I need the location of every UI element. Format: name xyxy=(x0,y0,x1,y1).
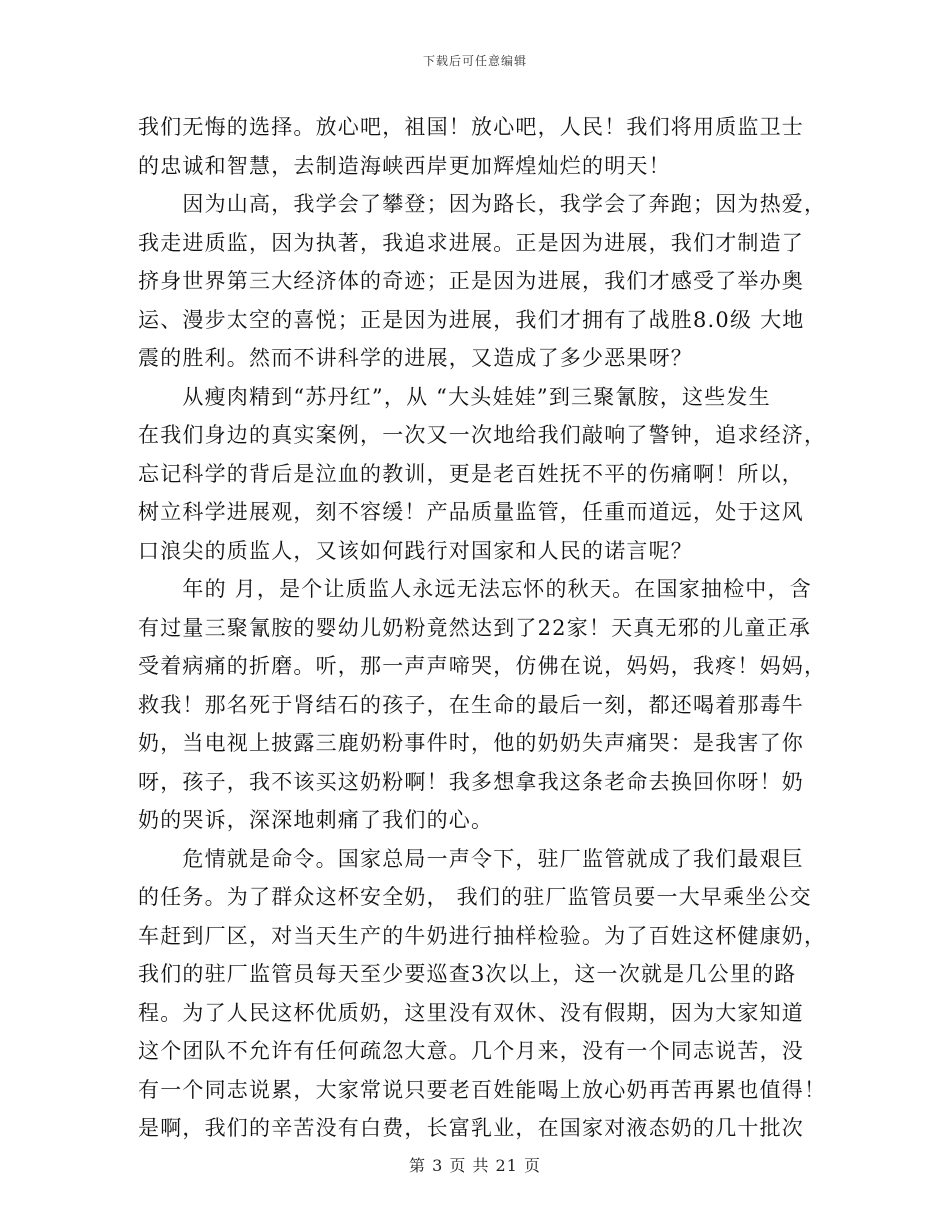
text-line: 有一个同志说累，大家常说只要老百姓能喝上放心奶再苦再累也值得！ xyxy=(138,1077,827,1102)
text-line: 车赶到厂区，对当天生产的牛奶进行抽样检验。为了百姓这杯健康奶， xyxy=(138,923,827,948)
text-line: 挤身世界第三大经济体的奇迹；正是因为进展，我们才感受了举办奥 xyxy=(138,269,804,293)
text-line: 危情就是命令。国家总局一声令下，驻厂监管就成了我们最艰巨 xyxy=(138,846,804,871)
text-line: 因为山高，我学会了攀登；因为路长，我学会了奔跑；因为热爱， xyxy=(138,192,827,216)
text-line: 我走进质监，因为执著，我追求进展。正是因为进展，我们才制造了 xyxy=(138,230,804,255)
text-line: 受着病痛的折磨。听，那一声声啼哭，仿佛在说，妈妈，我疼！妈妈， xyxy=(138,654,827,678)
text-line: 奶的哭诉，深深地刺痛了我们的心。 xyxy=(138,808,494,832)
text-line: 震的胜利。然而不讲科学的进展，又造成了多少恶果呀？ xyxy=(138,346,693,370)
text-line: 忘记科学的背后是泣血的教训，更是老百姓抚不平的伤痛啊！所以， xyxy=(138,461,804,486)
text-line: 口浪尖的质监人，又该如何践行对国家和人民的诺言呢？ xyxy=(138,538,693,563)
text-line: 呀，孩子，我不该买这奶粉啊！我多想拿我这条老命去换回你呀！奶 xyxy=(138,769,804,794)
text-line: 这个团队不允许有任何疏忽大意。几个月来，没有一个同志说苦，没 xyxy=(138,1039,804,1063)
text-line: 有过量三聚氰胺的婴幼儿奶粉竟然达到了22家！天真无邪的儿童正承 xyxy=(138,615,811,640)
text-line: 我们的驻厂监管员每天至少要巡查3次以上，这一次就是几公里的路 xyxy=(138,962,797,986)
text-line: 程。为了人民这杯优质奶，这里没有双休、没有假期，因为大家知道 xyxy=(138,1000,804,1025)
text-line: 年的 月，是个让质监人永远无法忘怀的秋天。在国家抽检中，含 xyxy=(138,577,812,601)
text-line: 我们无悔的选择。放心吧，祖国！放心吧，人民！我们将用质监卫士 xyxy=(138,115,804,139)
text-line: 的任务。为了群众这杯安全奶， 我们的驻厂监管员要一大早乘坐公交 xyxy=(138,885,812,909)
page-header: 下载后可任意编辑 xyxy=(422,54,527,68)
text-line: 树立科学进展观，刻不容缓！产品质量监管，任重而道远，处于这风 xyxy=(138,500,804,524)
text-line: 救我！那名死于肾结石的孩子，在生命的最后一刻，都还喝着那毒牛 xyxy=(138,692,804,717)
text-line: 奶，当电视上披露三鹿奶粉事件时，他的奶奶失声痛哭：是我害了你 xyxy=(138,731,804,755)
text-line: 是啊，我们的辛苦没有白费，长富乳业，在国家对液态奶的几十批次 xyxy=(138,1116,804,1140)
text-line: 运、漫步太空的喜悦；正是因为进展，我们才拥有了战胜8.0级 大地 xyxy=(138,307,805,332)
document-body xyxy=(138,108,827,1148)
text-line: 在我们身边的真实案例，一次又一次地给我们敲响了警钟，追求经济， xyxy=(138,423,827,447)
text-line: 从瘦肉精到“苏丹红”，从 “大头娃娃”到三聚氰胺，这些发生 xyxy=(138,384,771,409)
page-number: 第 3 页 共 21 页 xyxy=(409,1156,541,1175)
text-line: 的忠诚和智慧，去制造海峡西岸更加辉煌灿烂的明天！ xyxy=(138,153,671,178)
